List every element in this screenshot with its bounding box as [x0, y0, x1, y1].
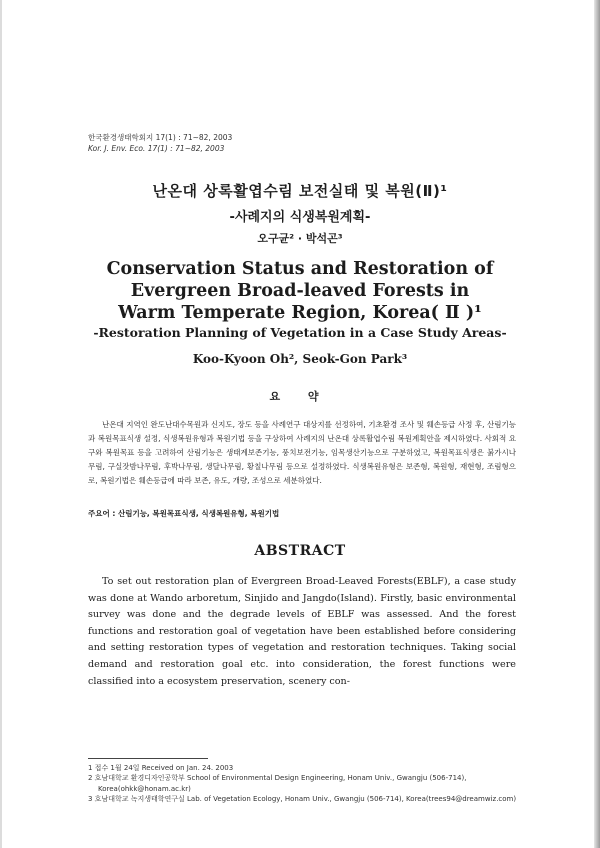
footnote-2: 2 호남대학교 환경디자인공학부 School of Environmental Design Engineering, Honam Univ., Gwangju (506-714), Korea(ohkk@honam.ac.kr)	[88, 774, 467, 793]
footnotes	[88, 763, 518, 804]
english-subtitle: -Restoration Planning of Vegetation in a Case Study Areas-	[93, 325, 507, 340]
footnote-3: 3 호남대학교 녹지생태학연구실 Lab. of Vegetation Ecology, Honam Univ., Gwangju (506-714), Korea(trees94@dreamwiz.com)	[88, 794, 517, 803]
journal-citation-en: Kor. J. Env. Eco. 17(1) : 71~82, 2003	[88, 144, 225, 153]
journal-header	[88, 132, 232, 154]
page-right-edge-shadow	[594, 0, 600, 848]
footnote-1: 1 접수 1월 24일 Received on Jan. 24. 2003	[88, 764, 234, 772]
korean-abstract-body: 난온대 지역인 완도난대수목원과 신지도, 장도 등을 사례연구 대상지를 선정하여, 기초환경 조사 및 훼손등급 사정 후, 산림기능과 복원목표식생 설정, 식생복원유형과 복원기법 등을 구상하여 사례지의 난온대 상록활엽수림 복원계획안을 제시하였다. 사회적 요구와 복원목표 등을 고려하여 산림기능은 생태계보존기능, 풍치보전기능, 임목생산기능으로 구분하였고, 복원목표식생은 붉가시나무림, 구실잣밤나무림, 후박나무림, 생달나무림, 황칠나무림 등으로 설정하였다. 식생복원유형은 보존형, 복원형, 재현형, 조림형으로, 복원기법은 훼손등급에 따라 보존, 유도, 개량, 조성으로 세분하였다.	[88, 420, 516, 485]
keywords: 주요어 : 산림기능, 복원목표식생, 식생복원유형, 복원기법	[88, 509, 280, 518]
english-abstract-body: To set out restoration plan of Evergreen Broad-Leaved Forests(EBLF), a case study was done at Wando arboretum, Sinjido and Jangdo(Island). Firstly, basic environmental survey was done and the degrade levels of EBLF was assessed. And the forest functions and restoration goal of vegetation have been established before considering and setting restoration types of vegetation and restoration techniques. Taking social demand and restoration goal etc. into consideration, the forest functions were classified into a ecosystem preservation, scenery con-	[88, 576, 516, 687]
journal-citation-ko: 한국환경생태학회지 17(1) : 71~82, 2003	[88, 133, 233, 142]
english-abstract-heading: ABSTRACT	[254, 543, 346, 559]
english-title-line-3: Warm Temperate Region, Korea( Ⅱ )¹	[118, 303, 482, 323]
english-authors: Koo-Kyoon Oh², Seok-Gon Park³	[192, 352, 408, 366]
korean-title: 난온대 상록활엽수림 보전실태 및 복원(Ⅱ)¹	[152, 182, 448, 200]
korean-abstract-heading: 요 약	[269, 390, 331, 403]
page-left-edge	[0, 0, 2, 848]
footnote-divider	[88, 758, 208, 759]
english-title	[0, 258, 600, 324]
english-title-line-1: Conservation Status and Restoration of	[106, 259, 494, 279]
english-title-line-2: Evergreen Broad-leaved Forests in	[130, 281, 470, 301]
korean-subtitle: -사례지의 식생복원계획-	[229, 210, 371, 225]
korean-authors: 오구균² · 박석곤³	[257, 232, 343, 245]
